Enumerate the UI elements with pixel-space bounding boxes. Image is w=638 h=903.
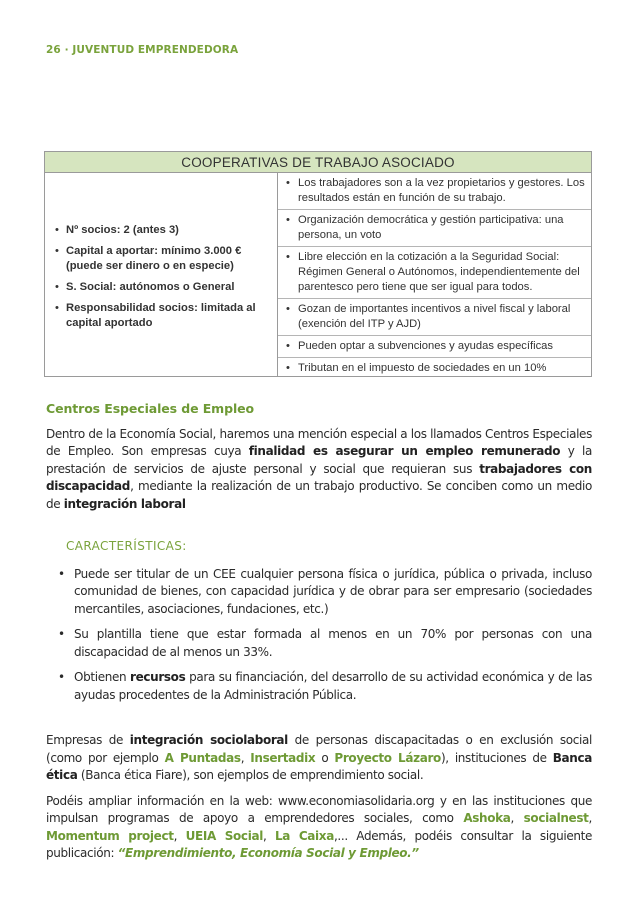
text-run: ), instituciones de [440,750,553,765]
bold-run: trabajadores con discapacidad [46,461,592,493]
text-run: Empresas de [46,733,130,747]
text-run: , [173,828,186,843]
right-item: • Pueden optar a subvenciones y ayudas específicas [278,336,591,358]
cee-paragraph [46,426,592,514]
text-run: Dentro de la Economía Social, haremos una mención especial a los llamados Centros Especiales de Empleo. Son empresas cuya [46,426,592,458]
text-run: , mediante la realización de un trabajo productivo. Se conciben como un medio de [46,479,592,511]
bold-run: integración laboral [63,496,186,511]
org-name: Momentum project [46,828,174,843]
org-name: La Caixa [274,828,334,843]
text-run: , [588,811,592,825]
text-run: , [240,750,251,765]
right-item: • Tributan en el impuesto de sociedades en un 10% [278,358,591,379]
bold-run: recursos [130,670,186,684]
text-run: , [510,811,524,825]
left-item: • Responsabilidad socios: limitada al capital aportado [55,301,273,331]
bold-run: Banca ética [46,750,593,782]
cooperativas-table [44,151,592,377]
features-list [46,566,592,705]
text-run: (Banca ética Fiare), son ejemplos de emprendimiento social. [77,768,424,782]
table-right-column [278,173,591,377]
right-item: • Libre elección en la cotización a la Seguridad Social: Régimen General o Autónomos, independientemente del parentesco pero tiene que ser igual para todos. [278,247,591,299]
left-item: • S. Social: autónomos o General [55,280,273,295]
org-name: A Puntadas [164,750,241,765]
web-paragraph [46,793,592,863]
bold-run: integración sociolaboral [129,733,288,747]
text-run: de personas discapacitadas o en exclusión social (como por ejemplo [46,733,592,765]
features-title: CARACTERÍSTICAS: [66,539,187,553]
right-item: • Organización democrática y gestión participativa: una persona, un voto [278,210,591,247]
table-left-column [45,173,277,377]
org-name: Proyecto Lázaro [334,750,441,765]
text-run: para su financiación, del desarrollo de su actividad económica y de las ayudas procedentes de la Administración Pública. [74,670,592,702]
org-name: Ashoka [463,811,511,825]
right-item: • Los trabajadores son a la vez propietarios y gestores. Los resultados están en función de su trabajo. [278,173,591,210]
left-item: • Nº socios: 2 (antes 3) [55,223,273,238]
org-name: Insertadix [250,750,316,765]
left-item-list [45,173,277,331]
table-body [45,173,591,377]
bold-run: finalidad es asegurar un empleo remunerado [248,444,561,458]
feature-item: • Puede ser titular de un CEE cualquier persona física o jurídica, pública o privada, incluso comunidad de bienes, con capacidad jurídica y de obrar para ser empresario (sociedades mercantiles, asociaciones, fundaciones, etc.) [74,566,592,619]
org-name: socialnest [523,811,589,825]
text-run: ,... Además, podéis consultar la siguiente publicación: [46,828,593,860]
publication-title: “Emprendimiento, Economía Social y Empleo.” [117,846,419,860]
feature-item: • Su plantilla tiene que estar formada al menos en un 70% por personas con una discapacidad de al menos un 33%. [74,626,592,661]
text-run: o [315,750,335,765]
left-item: • Capital a aportar: mínimo 3.000 € (puede ser dinero o en especie) [55,244,273,274]
text-run: Obtienen [74,670,130,684]
text-run: y la prestación de servicios de ajuste personal y social que requieran sus [46,444,593,476]
page-header: 26 · JUVENTUD EMPRENDEDORA [46,44,239,56]
right-item: • Gozan de importantes incentivos a nivel fiscal y laboral (exención del ITP y AJD) [278,299,591,336]
text-run: , [262,828,275,843]
table-title: COOPERATIVAS DE TRABAJO ASOCIADO [45,152,591,173]
org-name: UEIA Social [185,828,263,843]
main-content [46,400,592,863]
empresas-paragraph [46,732,592,785]
right-item-list [278,173,591,379]
section-heading-cee: Centros Especiales de Empleo [46,401,254,416]
feature-item [74,669,592,704]
text-run: Podéis ampliar información en la web: www.economiasolidaria.org y en las instituciones que impulsan programas de apoyo a emprendedores sociales, como [46,793,592,825]
